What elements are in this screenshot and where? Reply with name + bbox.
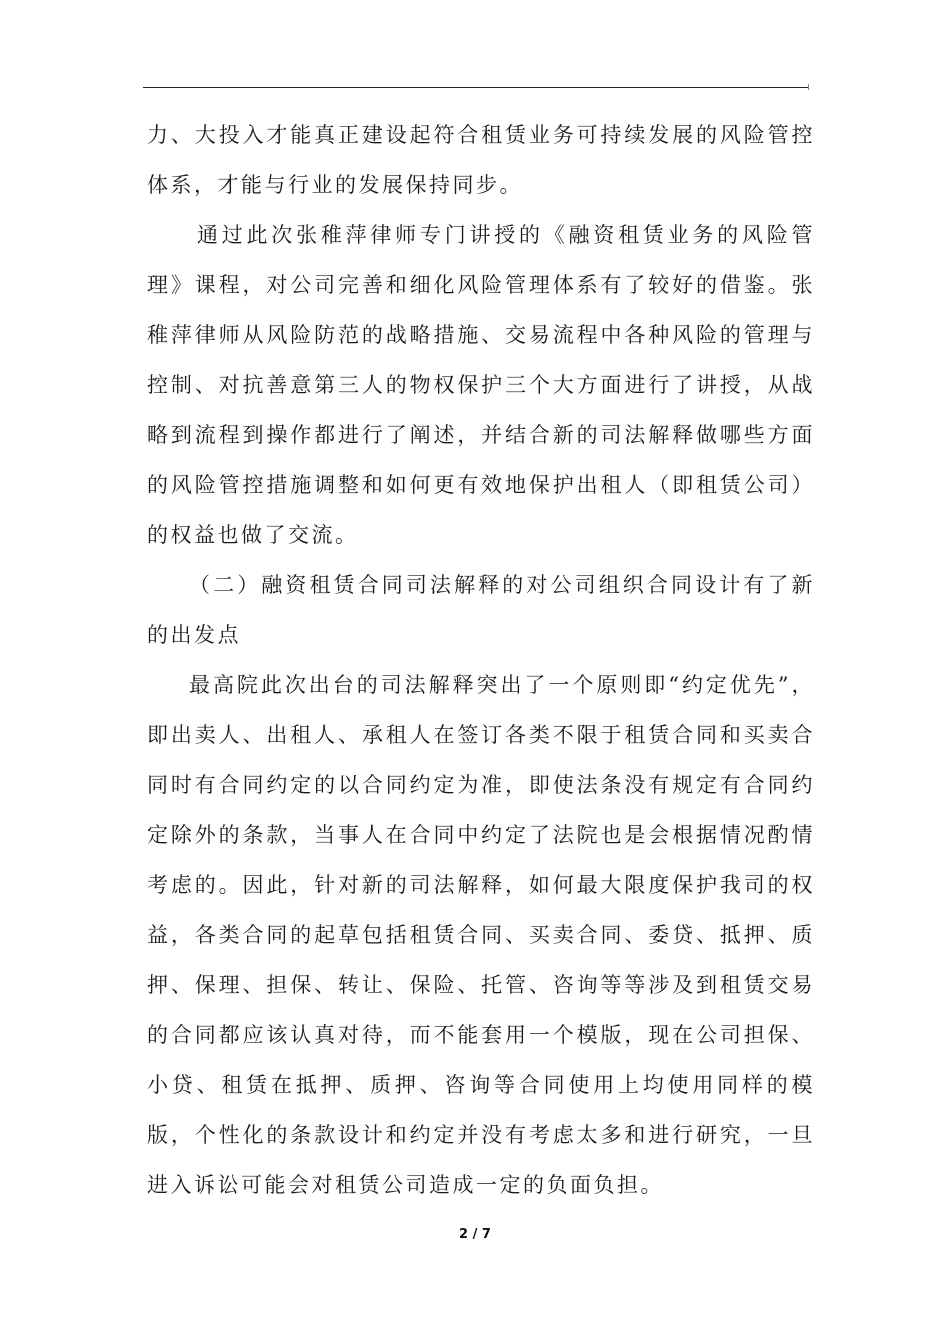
- paragraph-lecture-summary: 通过此次张稚萍律师专门讲授的《融资租赁业务的风险管理》课程，对公司完善和细化风险管理体系有了较好的借鉴。张稚萍律师从风险防范的战略措施、交易流程中各种风险的管理与控制、对抗善意第三人的物权保护三个大方面进行了讲授，从战略到流程到操作都进行了阐述，并结合新的司法解释做哪些方面的风险管控措施调整和如何更有效地保护出租人（即租赁公司）的权益也做了交流。: [147, 223, 815, 547]
- page-number: 2 / 7: [459, 1227, 491, 1242]
- document-body: [147, 110, 815, 1210]
- paragraph-agreement-priority: 最高院此次出台的司法解释突出了一个原则即“约定优先”，即出卖人、出租人、承租人在签订各类不限于租赁合同和买卖合同时有合同约定的以合同约定为准，即使法条没有规定有合同约定除外的条款，当事人在合同中约定了法院也是会根据情况酌情考虑的。因此，针对新的司法解释，如何最大限度保护我司的权益，各类合同的起草包括租赁合同、买卖合同、委贷、抵押、质押、保理、担保、转让、保险、托管、咨询等等涉及到租赁交易的合同都应该认真对待，而不能套用一个模版，现在公司担保、小贷、租赁在抵押、质押、咨询等合同使用上均使用同样的模版，个性化的条款设计和约定并没有考虑太多和进行研究，一旦进入诉讼可能会对租赁公司造成一定的负面负担。: [147, 673, 815, 1197]
- header-corner-mark: [808, 84, 809, 90]
- section-heading-contract-design: （二）融资租赁合同司法解释的对公司组织合同设计有了新的出发点: [147, 573, 815, 647]
- paragraph-continuation: 力、大投入才能真正建设起符合租赁业务可持续发展的风险管控体系，才能与行业的发展保持同步。: [147, 123, 815, 197]
- header-rule: [143, 87, 809, 88]
